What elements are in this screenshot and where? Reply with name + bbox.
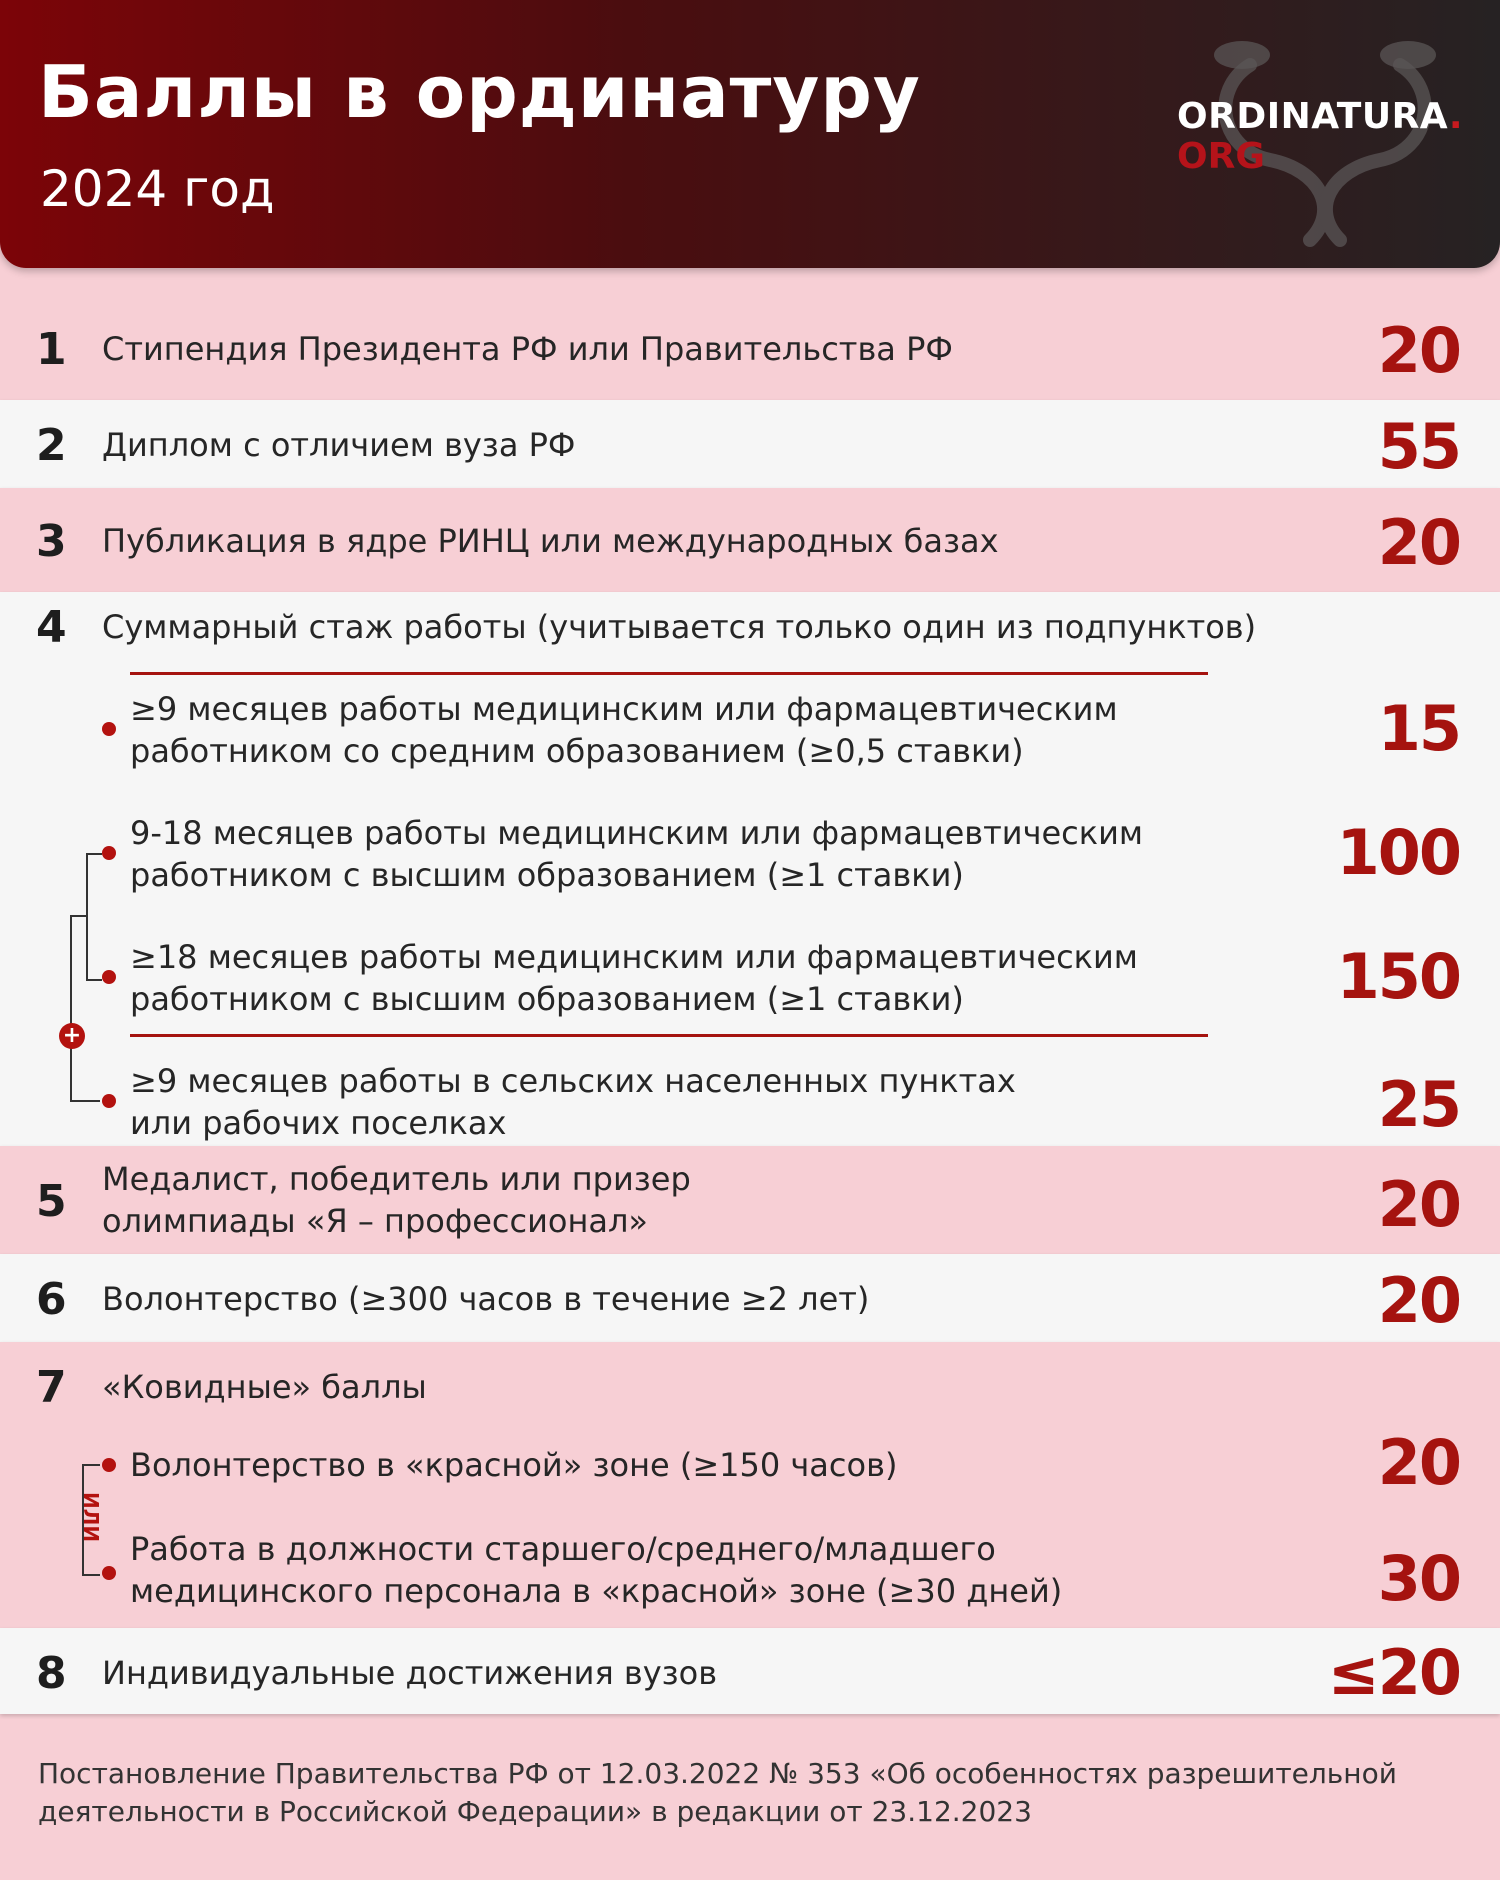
list-item [0, 1146, 1500, 1254]
item-number: 5 [36, 1176, 67, 1227]
item-label: Публикация в ядре РИНЦ или международных базах [102, 522, 999, 560]
item-label: Суммарный стаж работы (учитывается только один из подпунктов) [102, 608, 1257, 646]
divider [130, 1034, 1208, 1037]
item-number: 1 [36, 324, 67, 375]
list-item [0, 400, 1500, 488]
item-label: Медалист, победитель или призер олимпиады «Я – профессионал» [102, 1160, 691, 1240]
item-score: 20 [1377, 1264, 1460, 1337]
subitem-score: 100 [1336, 816, 1460, 889]
item-label: Диплом с отличием вуза РФ [102, 426, 576, 464]
bracket [70, 915, 88, 1101]
subitem-label: ≥9 месяцев работы в сельских населенных пунктах или рабочих поселках [130, 1062, 1016, 1142]
page-title: Баллы в ординатуру [38, 50, 921, 134]
subitem-score: 150 [1336, 940, 1460, 1013]
item-score: ≤20 [1327, 1636, 1460, 1709]
list-item-covid [0, 1342, 1500, 1628]
item-number: 8 [36, 1648, 67, 1699]
subitem-score: 30 [1377, 1542, 1460, 1615]
list-item-work-experience [0, 592, 1500, 1146]
subitem-label: Волонтерство в «красной» зоне (≥150 часов) [130, 1446, 898, 1484]
subitem-label: Работа в должности старшего/среднего/младшего медицинского персонала в «красной» зоне (≥30 дней) [130, 1530, 1063, 1610]
divider [130, 672, 1208, 675]
bullet-icon [102, 1458, 116, 1472]
item-label: Стипендия Президента РФ или Правительства РФ [102, 330, 953, 368]
bullet-icon [102, 846, 116, 860]
item-number: 7 [36, 1362, 67, 1413]
bullet-icon [102, 1094, 116, 1108]
header-banner [0, 0, 1500, 268]
bracket [86, 853, 102, 981]
item-number: 6 [36, 1274, 67, 1325]
item-number: 3 [36, 516, 67, 567]
subitem-score: 25 [1377, 1068, 1460, 1141]
list-item [0, 1628, 1500, 1714]
subitem-label: ≥18 месяцев работы медицинским или фармацевтическим работником с высшим образованием (≥1 ставки) [130, 938, 1138, 1018]
item-label: Волонтерство (≥300 часов в течение ≥2 лет) [102, 1280, 870, 1318]
list-item [0, 1254, 1500, 1342]
bullet-icon [102, 1566, 116, 1580]
list-item [0, 488, 1500, 592]
subitem-label: 9-18 месяцев работы медицинским или фармацевтическим работником с высшим образованием (≥1 ставки) [130, 814, 1144, 894]
bracket [70, 915, 86, 917]
or-label: ИЛИ [79, 1492, 103, 1543]
bracket [70, 1100, 100, 1102]
page-subtitle: 2024 год [40, 160, 275, 218]
logo-text: ORDINATURA. [1177, 96, 1464, 137]
item-score: 55 [1377, 410, 1460, 483]
list-item [0, 298, 1500, 400]
logo-text-org: ORG [1177, 136, 1265, 177]
item-number: 4 [36, 602, 67, 653]
item-number: 2 [36, 420, 67, 471]
item-label: Индивидуальные достижения вузов [102, 1654, 718, 1692]
item-score: 20 [1377, 314, 1460, 387]
item-score: 20 [1377, 1168, 1460, 1241]
plus-icon: + [59, 1023, 85, 1049]
subitem-score: 20 [1377, 1426, 1460, 1499]
item-score: 20 [1377, 506, 1460, 579]
footer-source: Постановление Правительства РФ от 12.03.2022 № 353 «Об особенностях разрешительной деятельности в Российской Федерации» в редакции от 23.12.2023 [38, 1757, 1397, 1828]
item-label: «Ковидные» баллы [102, 1368, 427, 1406]
subitem-label: ≥9 месяцев работы медицинским или фармацевтическим работником со средним образованием (≥0,5 ставки) [130, 690, 1118, 770]
bullet-icon [102, 970, 116, 984]
subitem-score: 15 [1377, 692, 1460, 765]
bullet-icon [102, 722, 116, 736]
